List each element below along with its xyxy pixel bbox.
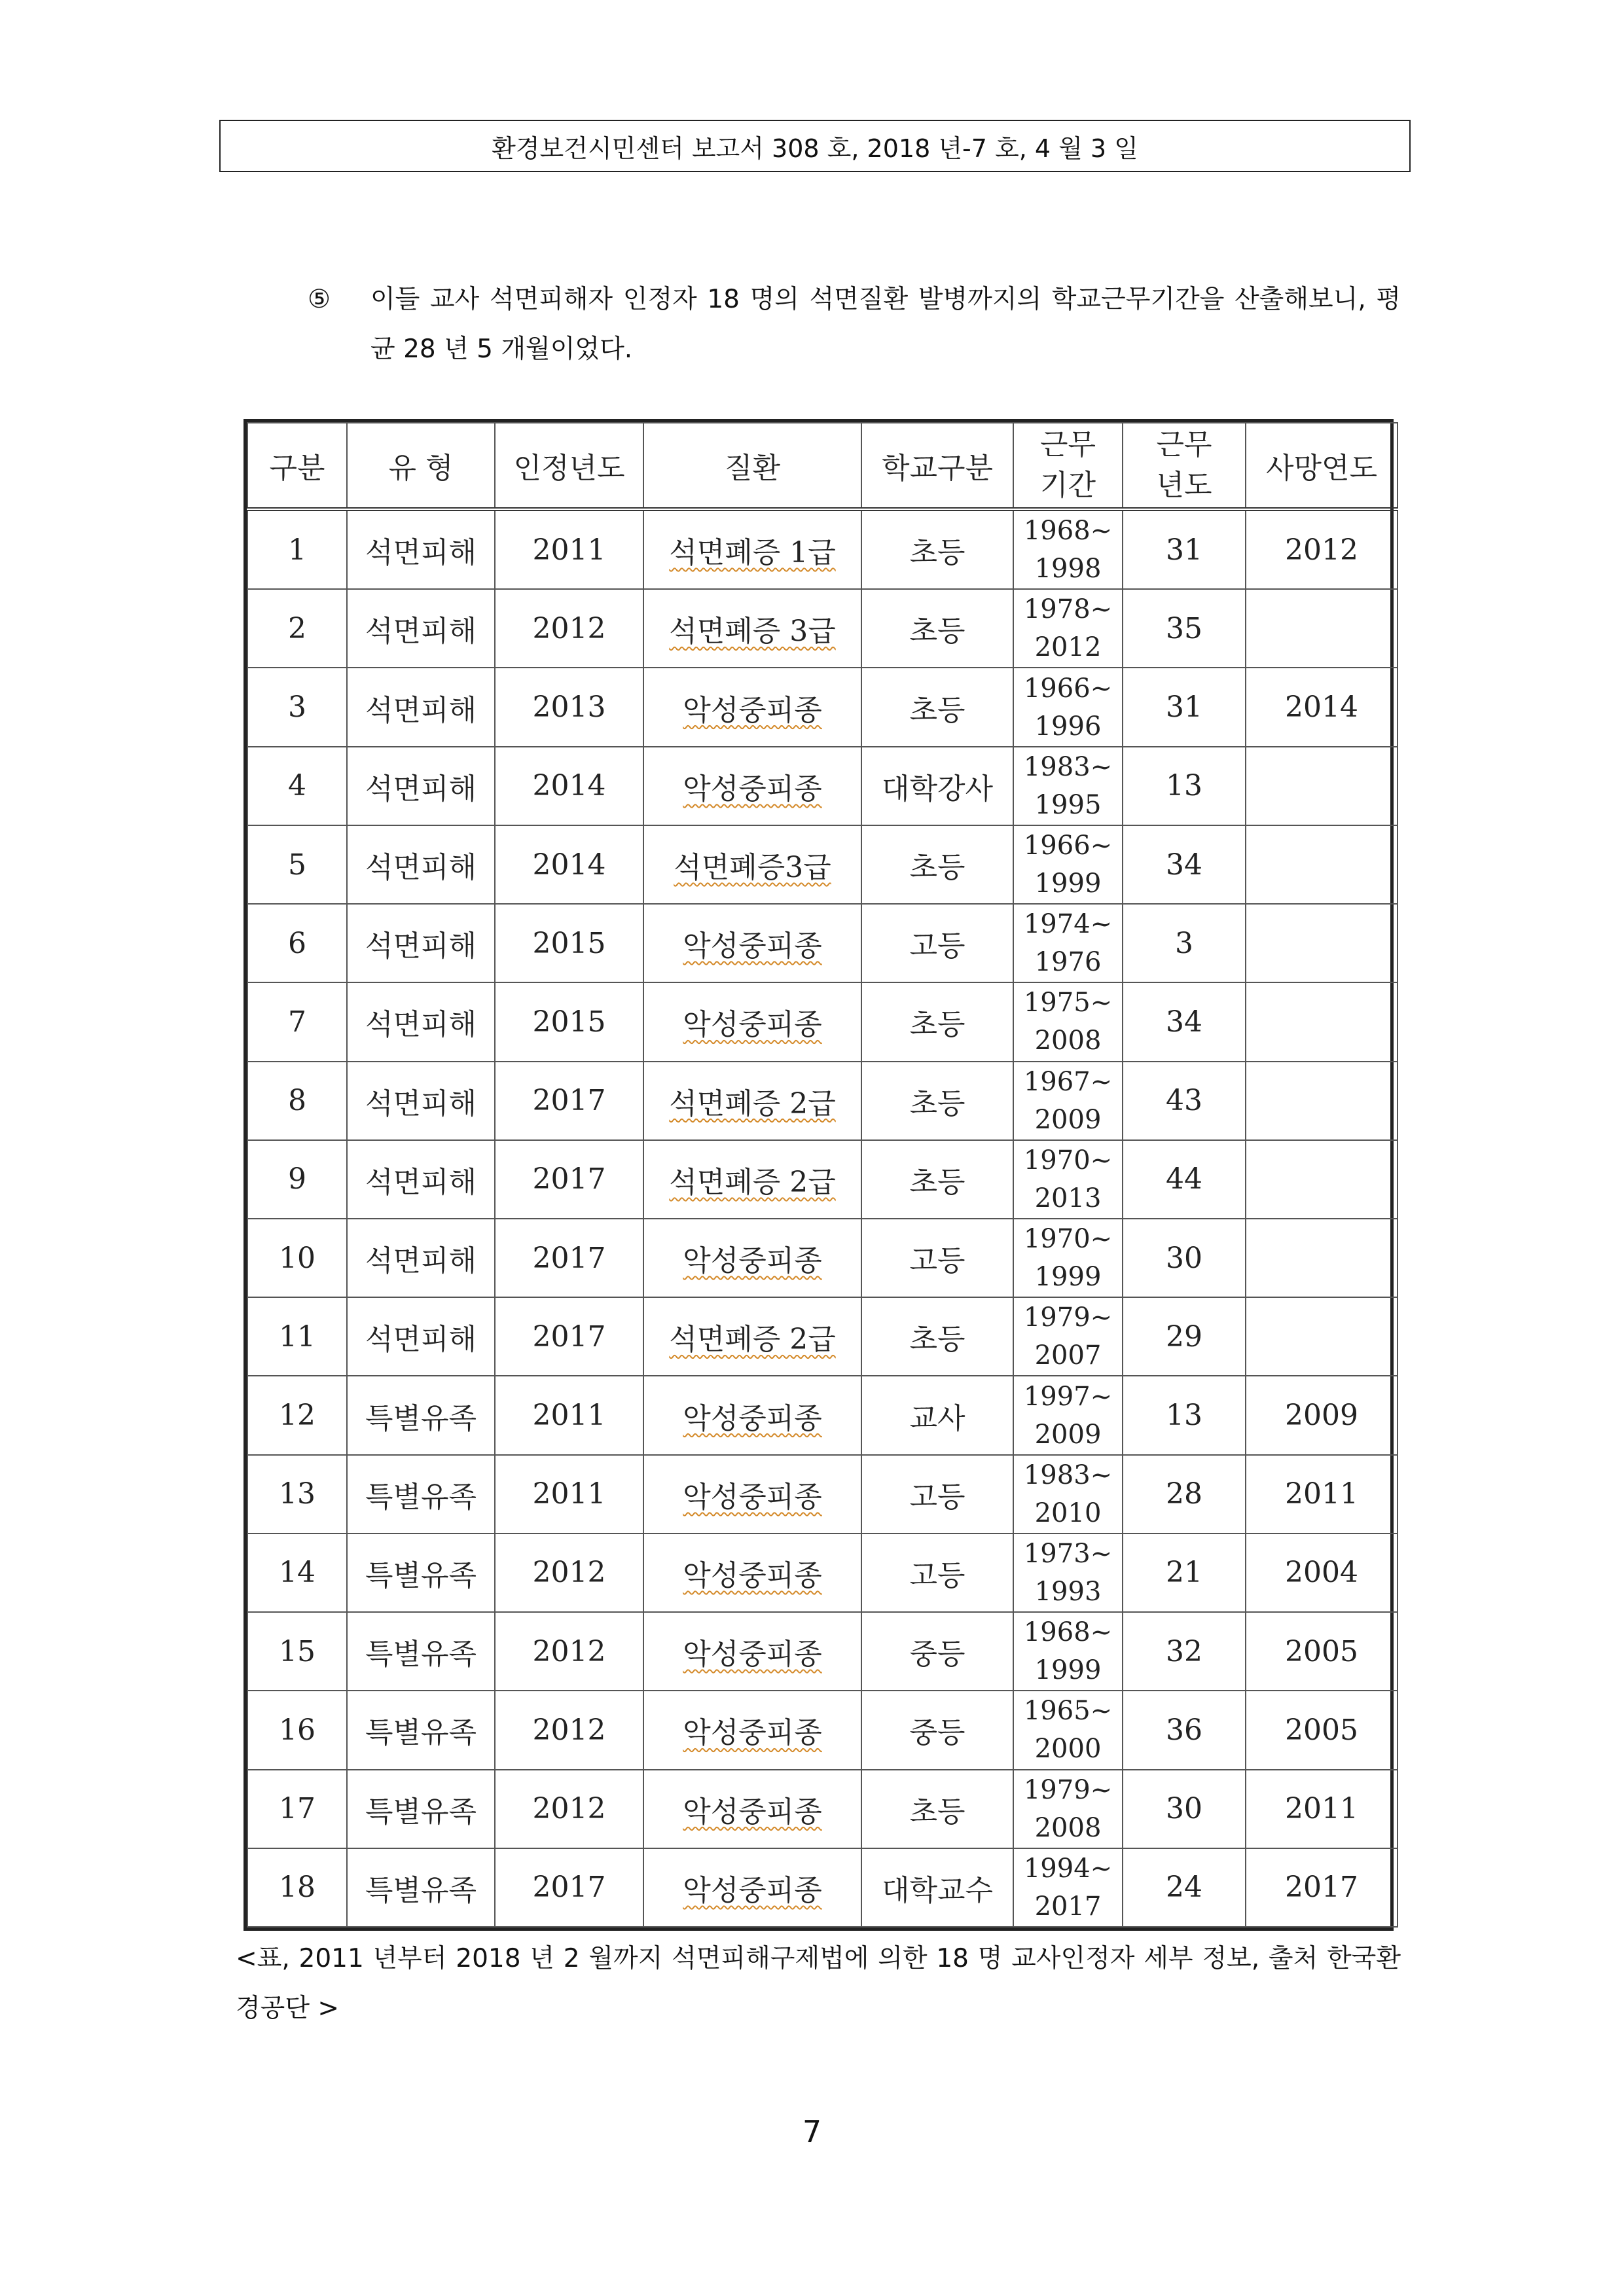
cell-school: 초등 [861, 668, 1013, 746]
cell-period [1013, 1219, 1123, 1297]
cell-disease [643, 747, 861, 825]
cell-years: 35 [1123, 589, 1246, 668]
cell-period [1013, 1848, 1123, 1927]
cell-disease [643, 668, 861, 746]
table-row [247, 1848, 1398, 1927]
cell-school: 초등 [861, 1297, 1013, 1376]
disease-text: 석면폐증3급 [674, 851, 831, 885]
cell-period [1013, 1612, 1123, 1691]
cell-death [1246, 1297, 1398, 1376]
period-start: 1983~ [1023, 751, 1113, 782]
cell-school: 중등 [861, 1612, 1013, 1691]
cell-years: 44 [1123, 1140, 1246, 1219]
table-row [247, 747, 1398, 825]
cell-year: 2017 [495, 1062, 643, 1140]
cell-years: 30 [1123, 1219, 1246, 1297]
cell-school: 초등 [861, 1140, 1013, 1219]
cell-death [1246, 904, 1398, 982]
period-start: 1997~ [1023, 1381, 1113, 1412]
period-end: 1999 [1034, 869, 1102, 899]
cell-school: 중등 [861, 1691, 1013, 1769]
cell-death: 2012 [1246, 509, 1398, 589]
table-header-row [247, 423, 1398, 509]
cell-school: 고등 [861, 1219, 1013, 1297]
cell-type: 특별유족 [347, 1376, 495, 1454]
cell-disease [643, 1534, 861, 1612]
cell-year: 2017 [495, 1848, 643, 1927]
cell-type: 석면피해 [347, 747, 495, 825]
cell-period [1013, 1297, 1123, 1376]
header-disease: 질환 [643, 423, 861, 509]
cell-type: 석면피해 [347, 1219, 495, 1297]
cell-no: 10 [247, 1219, 347, 1297]
cell-years: 32 [1123, 1612, 1246, 1691]
disease-text: 악성중피종 [683, 1716, 822, 1750]
cell-school: 초등 [861, 589, 1013, 668]
cell-year: 2014 [495, 747, 643, 825]
cell-year: 2012 [495, 1691, 643, 1769]
cell-school: 초등 [861, 825, 1013, 904]
disease-text: 석면폐증 3급 [669, 615, 836, 649]
cell-death [1246, 589, 1398, 668]
cell-no: 3 [247, 668, 347, 746]
cell-period [1013, 825, 1123, 904]
cell-school: 고등 [861, 1455, 1013, 1534]
header-year: 인정년도 [495, 423, 643, 509]
finding-text: 이들 교사 석면피해자 인정자 18 명의 석면질환 발병까지의 학교근무기간을 산출해보니, 평균 28 년 5 개월이었다. [370, 285, 1401, 364]
cell-years: 21 [1123, 1534, 1246, 1612]
cell-disease [643, 1140, 861, 1219]
cell-years: 3 [1123, 904, 1246, 982]
cell-disease [643, 1219, 861, 1297]
cell-period [1013, 668, 1123, 746]
table-row [247, 668, 1398, 746]
table-row [247, 1297, 1398, 1376]
header-years-line1: 근무 [1156, 428, 1212, 461]
disease-text: 악성중피종 [683, 1480, 822, 1514]
header-no: 구분 [247, 423, 347, 509]
disease-text: 악성중피종 [683, 1008, 822, 1042]
cell-disease [643, 1062, 861, 1140]
period-start: 1975~ [1023, 988, 1113, 1018]
cell-type: 석면피해 [347, 825, 495, 904]
cell-death [1246, 1219, 1398, 1297]
disease-text: 악성중피종 [683, 1401, 822, 1435]
cell-year: 2012 [495, 1770, 643, 1848]
cell-death: 2004 [1246, 1534, 1398, 1612]
disease-text: 악성중피종 [683, 1558, 822, 1592]
cell-death: 2017 [1246, 1848, 1398, 1927]
table-caption: <표, 2011 년부터 2018 년 2 월까지 석면피해구제법에 의한 18 명 교사인정자 세부 정보, 출처 한국환경공단 > [236, 1944, 1401, 2023]
cell-no: 5 [247, 825, 347, 904]
header-period-line1: 근무 [1039, 428, 1096, 461]
cell-type: 석면피해 [347, 509, 495, 589]
period-start: 1978~ [1023, 594, 1113, 625]
period-end: 1998 [1034, 554, 1102, 584]
table-row [247, 1691, 1398, 1769]
table-row [247, 1140, 1398, 1219]
table-row [247, 1219, 1398, 1297]
period-start: 1968~ [1023, 1617, 1113, 1648]
cell-disease [643, 1376, 861, 1454]
cell-type: 석면피해 [347, 982, 495, 1061]
cell-period [1013, 1455, 1123, 1534]
cell-period [1013, 1770, 1123, 1848]
disease-text: 악성중피종 [683, 1244, 822, 1278]
cell-type: 석면피해 [347, 904, 495, 982]
header-years-line2: 년도 [1156, 469, 1212, 502]
cell-no: 16 [247, 1691, 347, 1769]
period-end: 2009 [1034, 1104, 1102, 1135]
disease-text: 석면폐증 2급 [669, 1323, 836, 1357]
period-start: 1994~ [1023, 1853, 1113, 1884]
circled-number-marker: ⑤ [308, 285, 331, 314]
cell-disease [643, 509, 861, 589]
period-start: 1970~ [1023, 1145, 1113, 1175]
cell-type: 석면피해 [347, 1062, 495, 1140]
cell-period [1013, 747, 1123, 825]
table-row [247, 1062, 1398, 1140]
period-end: 2012 [1034, 632, 1102, 663]
table-row [247, 1612, 1398, 1691]
cell-year: 2014 [495, 825, 643, 904]
cell-type: 특별유족 [347, 1612, 495, 1691]
header-death: 사망연도 [1246, 423, 1398, 509]
cell-year: 2012 [495, 1534, 643, 1612]
cell-no: 8 [247, 1062, 347, 1140]
period-end: 1999 [1034, 1655, 1102, 1686]
cell-years: 34 [1123, 982, 1246, 1061]
cell-year: 2017 [495, 1219, 643, 1297]
cell-year: 2013 [495, 668, 643, 746]
cell-disease [643, 1612, 861, 1691]
table-row [247, 1376, 1398, 1454]
cell-type: 석면피해 [347, 589, 495, 668]
cell-years: 36 [1123, 1691, 1246, 1769]
period-end: 1995 [1034, 789, 1102, 820]
cell-no: 9 [247, 1140, 347, 1219]
report-header [219, 120, 1411, 172]
disease-text: 악성중피종 [683, 1873, 822, 1907]
header-school: 학교구분 [861, 423, 1013, 509]
cell-years: 30 [1123, 1770, 1246, 1848]
period-end: 1996 [1034, 711, 1102, 742]
cell-year: 2011 [495, 1376, 643, 1454]
period-start: 1979~ [1023, 1302, 1113, 1333]
disease-text: 악성중피종 [683, 772, 822, 806]
table-row [247, 1455, 1398, 1534]
cell-type: 석면피해 [347, 1140, 495, 1219]
cell-death: 2014 [1246, 668, 1398, 746]
table-row [247, 982, 1398, 1061]
cell-years: 13 [1123, 1376, 1246, 1454]
cell-type: 특별유족 [347, 1534, 495, 1612]
cell-no: 13 [247, 1455, 347, 1534]
cell-death: 2005 [1246, 1691, 1398, 1769]
cell-school: 초등 [861, 509, 1013, 589]
cell-period [1013, 982, 1123, 1061]
cell-years: 31 [1123, 509, 1246, 589]
cell-years: 34 [1123, 825, 1246, 904]
period-start: 1966~ [1023, 673, 1113, 704]
cell-year: 2015 [495, 904, 643, 982]
cell-disease [643, 1770, 861, 1848]
period-start: 1967~ [1023, 1066, 1113, 1097]
cell-years: 28 [1123, 1455, 1246, 1534]
cell-period [1013, 1691, 1123, 1769]
period-end: 2007 [1034, 1340, 1102, 1371]
cell-year: 2011 [495, 1455, 643, 1534]
period-end: 2017 [1034, 1891, 1102, 1922]
cell-period [1013, 1376, 1123, 1454]
cell-death: 2009 [1246, 1376, 1398, 1454]
period-start: 1974~ [1023, 909, 1113, 940]
finding-paragraph [308, 275, 1401, 374]
cell-period [1013, 1140, 1123, 1219]
cell-years: 24 [1123, 1848, 1246, 1927]
cell-type: 석면피해 [347, 1297, 495, 1376]
cell-disease [643, 904, 861, 982]
cell-death [1246, 982, 1398, 1061]
cell-no: 17 [247, 1770, 347, 1848]
table-row [247, 589, 1398, 668]
period-start: 1983~ [1023, 1460, 1113, 1490]
cell-school: 초등 [861, 1770, 1013, 1848]
cell-no: 7 [247, 982, 347, 1061]
cell-type: 특별유족 [347, 1848, 495, 1927]
period-end: 1993 [1034, 1576, 1102, 1607]
period-end: 2010 [1034, 1498, 1102, 1528]
cell-school: 고등 [861, 1534, 1013, 1612]
report-header-title: 환경보건시민센터 보고서 308 호, 2018 년-7 호, 4 월 3 일 [492, 134, 1138, 163]
cell-no: 6 [247, 904, 347, 982]
cell-no: 1 [247, 509, 347, 589]
cell-death: 2011 [1246, 1455, 1398, 1534]
cell-year: 2012 [495, 1612, 643, 1691]
period-start: 1966~ [1023, 831, 1113, 861]
cell-school: 고등 [861, 904, 1013, 982]
period-end: 2008 [1034, 1026, 1102, 1056]
cell-school: 초등 [861, 1062, 1013, 1140]
cell-year: 2017 [495, 1297, 643, 1376]
disease-text: 악성중피종 [683, 1638, 822, 1672]
cell-disease [643, 825, 861, 904]
period-end: 2013 [1034, 1183, 1102, 1213]
period-end: 1976 [1034, 947, 1102, 978]
period-end: 1999 [1034, 1262, 1102, 1293]
cell-death [1246, 747, 1398, 825]
cell-disease [643, 589, 861, 668]
cell-years: 13 [1123, 747, 1246, 825]
cell-type: 특별유족 [347, 1770, 495, 1848]
cell-period [1013, 904, 1123, 982]
cell-death [1246, 1062, 1398, 1140]
cell-period [1013, 1534, 1123, 1612]
cell-disease [643, 1848, 861, 1927]
disease-text: 악성중피종 [683, 1795, 822, 1829]
period-start: 1968~ [1023, 516, 1113, 547]
period-start: 1979~ [1023, 1774, 1113, 1805]
cell-type: 특별유족 [347, 1691, 495, 1769]
cell-year: 2012 [495, 589, 643, 668]
table-row [247, 509, 1398, 589]
cell-no: 4 [247, 747, 347, 825]
disease-text: 석면폐증 1급 [669, 536, 836, 570]
disease-text: 악성중피종 [683, 929, 822, 963]
cell-type: 석면피해 [347, 668, 495, 746]
cell-school: 초등 [861, 982, 1013, 1061]
cell-years: 43 [1123, 1062, 1246, 1140]
cell-school: 교사 [861, 1376, 1013, 1454]
cell-no: 2 [247, 589, 347, 668]
table-row [247, 1770, 1398, 1848]
period-start: 1973~ [1023, 1538, 1113, 1569]
table-row [247, 904, 1398, 982]
period-start: 1970~ [1023, 1224, 1113, 1255]
cell-type: 특별유족 [347, 1455, 495, 1534]
cell-death [1246, 1140, 1398, 1219]
cell-years: 29 [1123, 1297, 1246, 1376]
cell-school: 대학교수 [861, 1848, 1013, 1927]
cell-year: 2017 [495, 1140, 643, 1219]
cell-no: 12 [247, 1376, 347, 1454]
cell-no: 15 [247, 1612, 347, 1691]
cell-no: 11 [247, 1297, 347, 1376]
table-row [247, 1534, 1398, 1612]
header-period-line2: 기간 [1039, 469, 1096, 502]
cell-disease [643, 1297, 861, 1376]
header-period [1013, 423, 1123, 509]
cell-period [1013, 1062, 1123, 1140]
table-body [247, 509, 1398, 1927]
period-end: 2000 [1034, 1734, 1102, 1765]
disease-text: 악성중피종 [683, 693, 822, 727]
cell-death: 2011 [1246, 1770, 1398, 1848]
disease-text: 석면폐증 2급 [669, 1165, 836, 1199]
cell-school: 대학강사 [861, 747, 1013, 825]
header-years [1123, 423, 1246, 509]
page-number: 7 [802, 2114, 822, 2149]
period-end: 2009 [1034, 1419, 1102, 1450]
cell-disease [643, 982, 861, 1061]
cell-no: 18 [247, 1848, 347, 1927]
period-start: 1965~ [1023, 1696, 1113, 1727]
cell-period [1013, 589, 1123, 668]
cell-years: 31 [1123, 668, 1246, 746]
cell-disease [643, 1691, 861, 1769]
table-row [247, 825, 1398, 904]
cell-death [1246, 825, 1398, 904]
header-type: 유 형 [347, 423, 495, 509]
cell-death: 2005 [1246, 1612, 1398, 1691]
cell-disease [643, 1455, 861, 1534]
cell-no: 14 [247, 1534, 347, 1612]
cell-year: 2015 [495, 982, 643, 1061]
cell-year: 2011 [495, 509, 643, 589]
teacher-cases-table [244, 419, 1394, 1931]
period-end: 2008 [1034, 1812, 1102, 1843]
disease-text: 석면폐증 2급 [669, 1086, 836, 1121]
cell-period [1013, 509, 1123, 589]
